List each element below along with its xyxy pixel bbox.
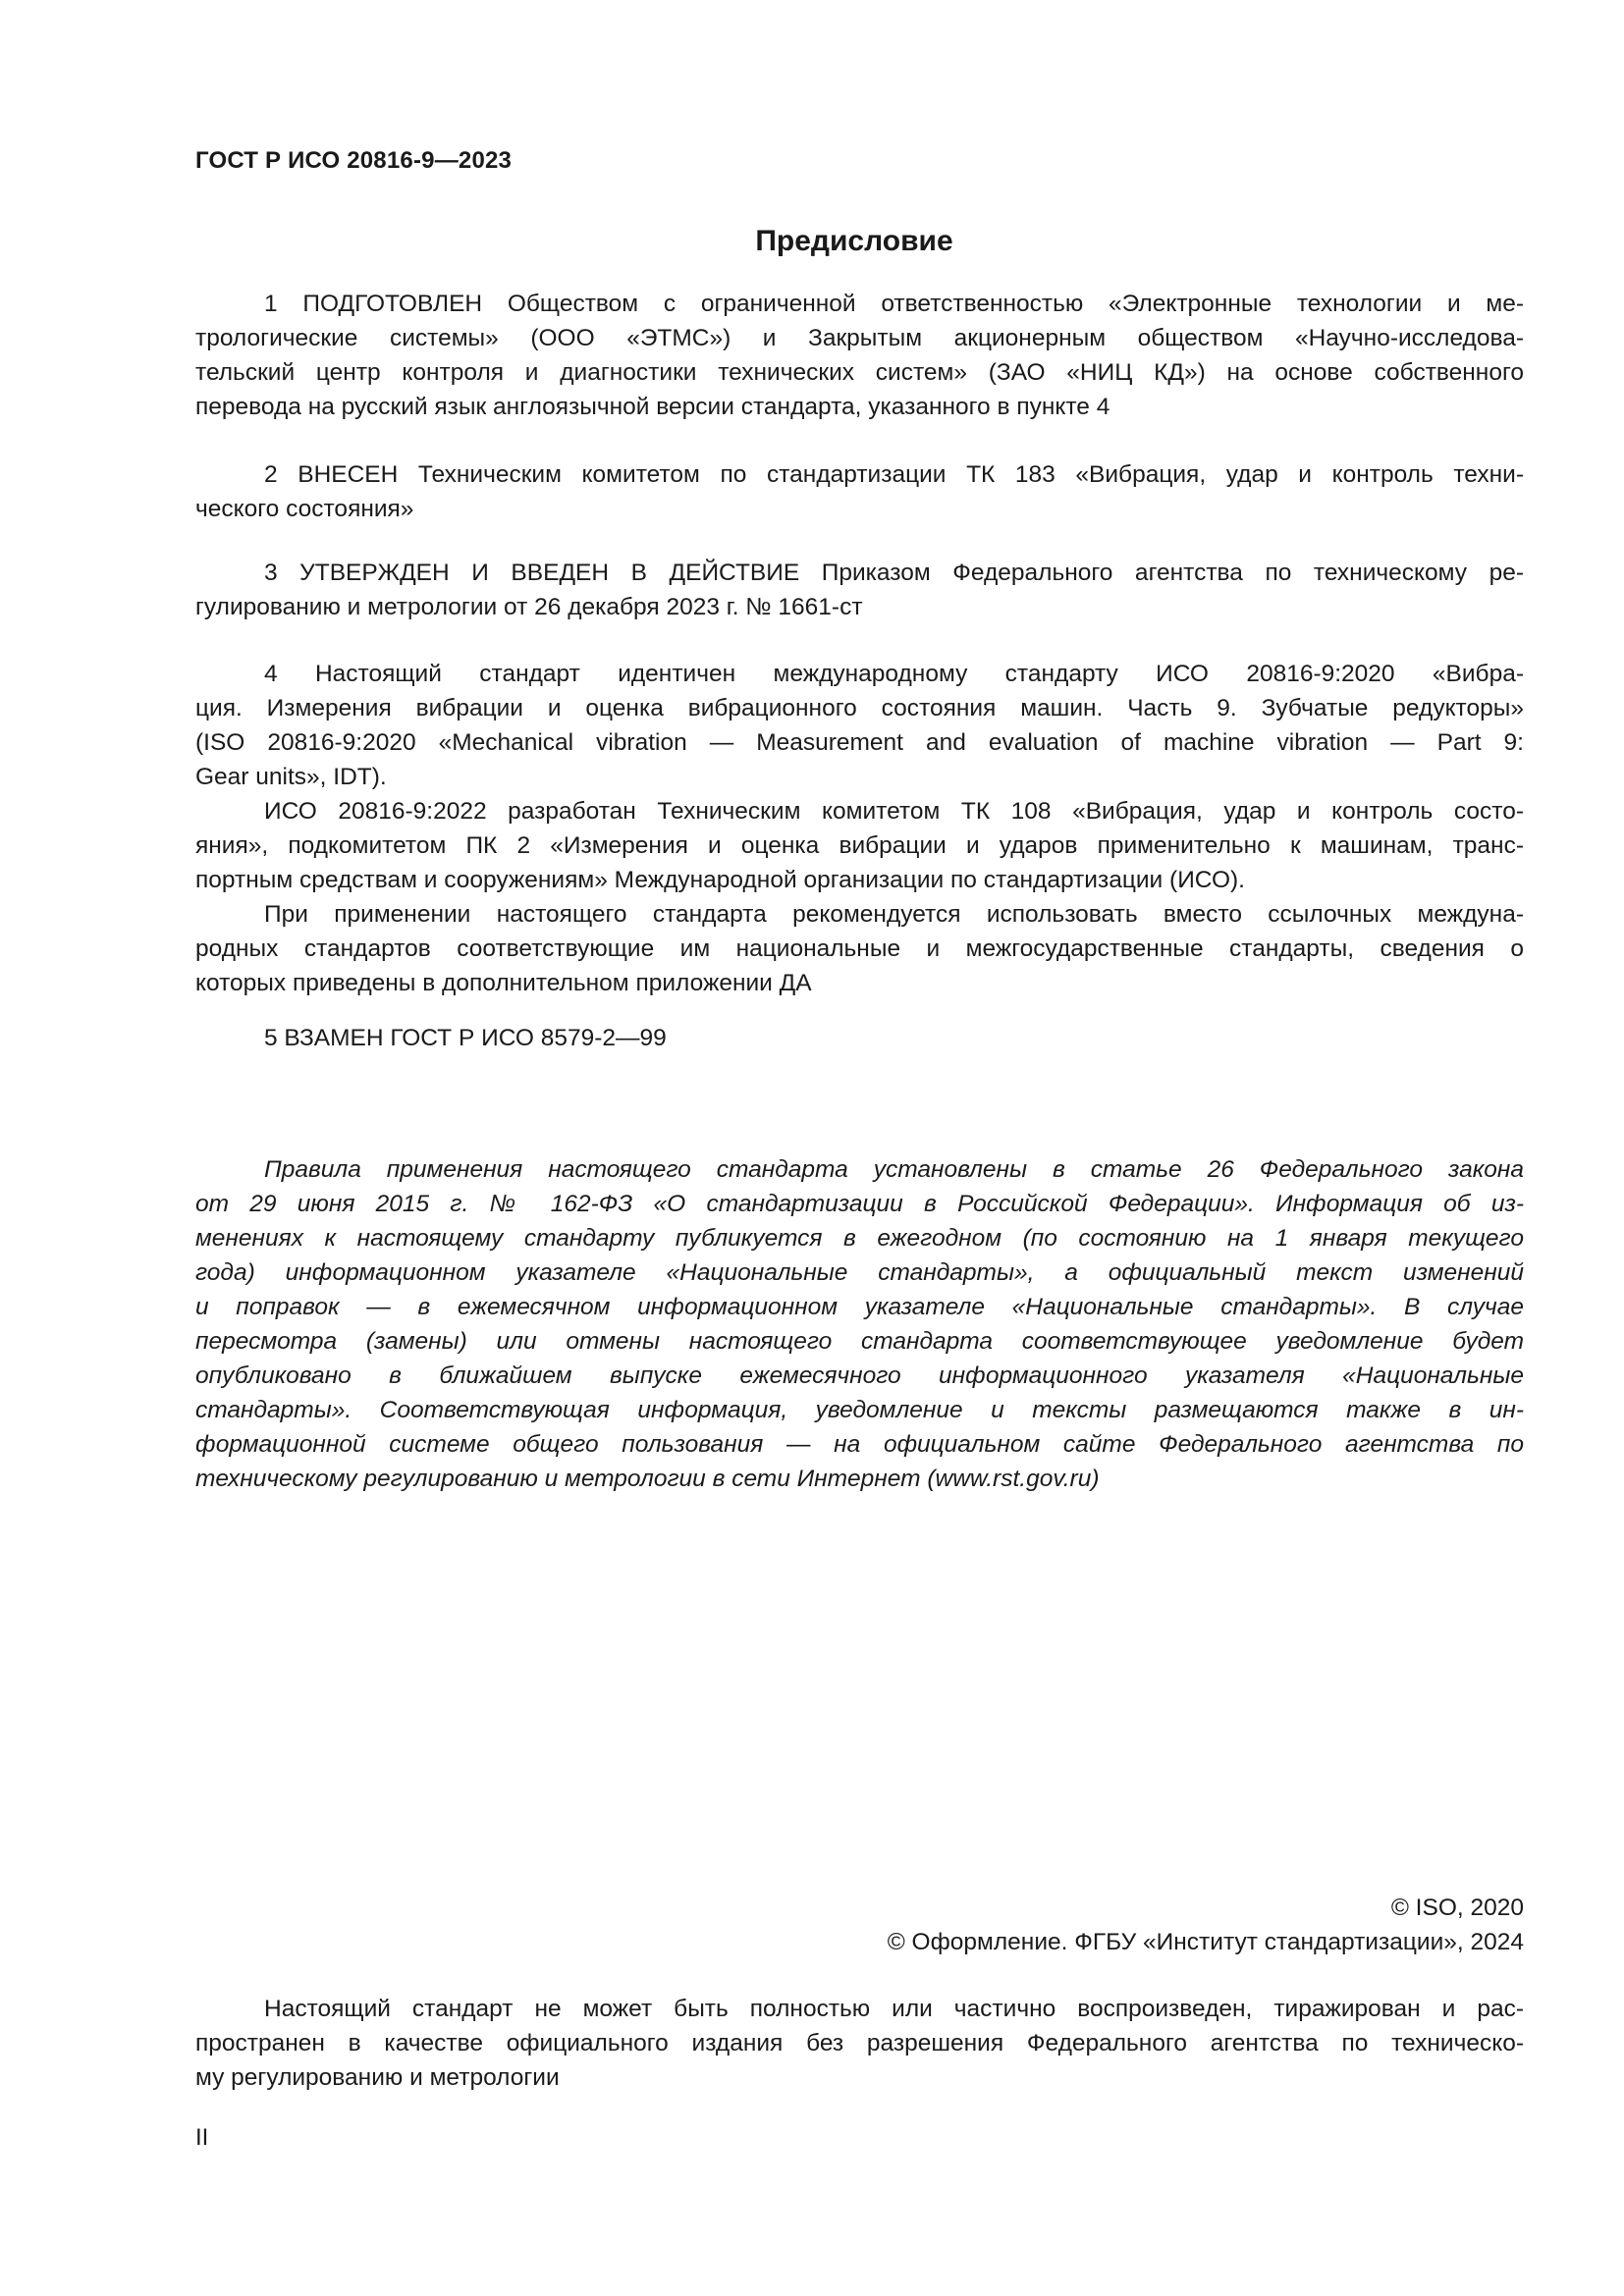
text-line: 1 ПОДГОТОВЛЕН Обществом с ограниченной ответственностью «Электронные технологии и ме- [264, 291, 1524, 317]
text-line: Настоящий стандарт не может быть полностью или частично воспроизведен, тиражирован и рас- [264, 1996, 1524, 2022]
text-line: ИСО 20816-9:2022 разработан Техническим комитетом ТК 108 «Вибрация, удар и контроль состо- [264, 798, 1524, 825]
page-number: II [195, 2124, 209, 2151]
text-line: Правила применения настоящего стандарта установлены в статье 26 Федерального закона [264, 1156, 1524, 1183]
text-line: 3 УТВЕРЖДЕН И ВВЕДЕН В ДЕЙСТВИЕ Приказом Федерального агентства по техническому ре- [264, 560, 1524, 586]
text-line: (ISO 20816-9:2020 «Mechanical vibration — Measurement and evaluation of machine vibration — Part 9: [195, 729, 1524, 756]
text-line: пересмотра (замены) или отмены настоящего стандарта соответствующее уведомление будет [195, 1328, 1524, 1355]
standard-code-header: ГОСТ Р ИСО 20816-9—2023 [195, 147, 513, 174]
text-line: Gear units», IDT). [195, 764, 387, 790]
foreword-item-3 [195, 556, 1524, 624]
text-line: менениях к настоящему стандарту публикуется в ежегодном (по состоянию на 1 января текущего [195, 1225, 1524, 1252]
copyright-iso: © ISO, 2020 [1390, 1895, 1524, 1921]
text-line: ческого состояния» [195, 496, 414, 522]
text-line: от 29 июня 2015 г. № 162-ФЗ «О стандартизации в Российской Федерации». Информация об из- [195, 1191, 1524, 1217]
text-line: 5 ВЗАМЕН ГОСТ Р ИСО 8579-2—99 [264, 1025, 667, 1051]
text-line: 4 Настоящий стандарт идентичен международному стандарту ИСО 20816-9:2020 «Вибра- [264, 661, 1524, 687]
text-line: перевода на русский язык англоязычной версии стандарта, указанного в пункте 4 [195, 394, 1110, 420]
text-line: года) информационном указателе «Национальные стандарты», а официальный текст изменений [195, 1259, 1524, 1286]
text-line: ция. Измерения вибрации и оценка вибрационного состояния машин. Часть 9. Зубчатые редукторы» [195, 695, 1524, 721]
page-title: Предисловие [755, 225, 953, 257]
text-line: и поправок — в ежемесячном информационном указателе «Национальные стандарты». В случае [195, 1294, 1524, 1320]
text-line: которых приведены в дополнительном приложении ДА [195, 970, 812, 996]
text-line: формационной системе общего пользования — на официальном сайте Федерального агентства по [195, 1431, 1524, 1458]
text-line: яния», подкомитетом ПК 2 «Измерения и оценка вибрации и ударов применительно к машинам, транс- [195, 832, 1524, 859]
text-line: гулированию и метрологии от 26 декабря 2023 г. № 1661-ст [195, 594, 863, 620]
text-line: пространен в качестве официального издания без разрешения Федерального агентства по техническо- [195, 2030, 1524, 2056]
text-line: трологические системы» (ООО «ЭТМС») и Закрытым акционерным обществом «Научно-исследова- [195, 325, 1524, 351]
text-line: портным средствам и сооружениям» Международной организации по стандартизации (ИСО). [195, 867, 1245, 893]
text-line: родных стандартов соответствующие им национальные и межгосударственные стандарты, сведения о [195, 935, 1524, 962]
copyright-block [888, 1891, 1524, 1959]
foreword-item-5 [195, 1021, 1524, 1055]
text-line: При применении настоящего стандарта рекомендуется использовать вместо ссылочных междуна- [264, 901, 1524, 928]
copyright-design: © Оформление. ФГБУ «Институт стандартизации», 2024 [887, 1929, 1524, 1955]
foreword-item-4 [195, 657, 1524, 1000]
text-line: опубликовано в ближайшем выпуске ежемесячного информационного указателя «Национальные [195, 1362, 1524, 1389]
text-line: тельский центр контроля и диагностики технических систем» (ЗАО «НИЦ КД») на основе собственного [195, 359, 1524, 386]
rules-notice [195, 1152, 1524, 1496]
text-line: стандарты». Соответствующая информация, уведомление и тексты размещаются также в ин- [195, 1397, 1524, 1423]
foreword-item-2 [195, 457, 1524, 526]
foreword-item-1 [195, 287, 1524, 424]
text-line: 2 ВНЕСЕН Техническим комитетом по стандартизации ТК 183 «Вибрация, удар и контроль техни- [264, 461, 1524, 488]
text-line: му регулированию и метрологии [195, 2064, 560, 2091]
text-line: техническому регулированию и метрологии в сети Интернет (www.rst.gov.ru) [195, 1466, 1100, 1492]
reproduction-notice [195, 1992, 1524, 2095]
